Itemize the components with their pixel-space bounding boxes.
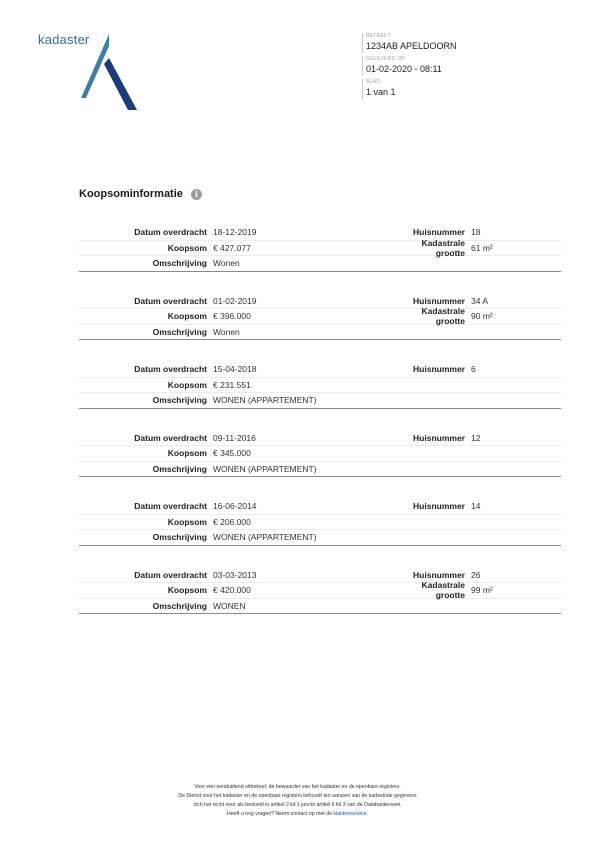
record-row [79, 225, 561, 241]
record-row [79, 515, 561, 531]
info-icon[interactable]: i [191, 189, 202, 200]
record-row [79, 462, 561, 477]
field-value: Wonen [213, 258, 240, 269]
record-row [79, 393, 561, 408]
page-footer [0, 783, 595, 819]
field-label: Omschrijving [152, 600, 207, 611]
record-row [79, 530, 561, 545]
field-label: Koopsom [167, 311, 207, 322]
document-meta [362, 33, 562, 102]
kadaster-logo-mark-icon [38, 32, 148, 114]
meta-betreft [362, 33, 562, 53]
footer-contact-text: Heeft u nog vragen? Neem contact op met de [226, 811, 334, 817]
sale-record [79, 568, 561, 615]
field-value: 99 m² [471, 585, 493, 596]
record-row [79, 306, 561, 327]
record-row [79, 325, 561, 340]
field-label: Omschrijving [152, 326, 207, 337]
sale-record [79, 225, 561, 272]
record-row [79, 237, 561, 258]
field-value: € 427.077 [213, 242, 251, 253]
field-value: € 420.000 [213, 585, 251, 596]
meta-value: 1 van 1 [366, 87, 396, 97]
record-row [79, 580, 561, 601]
meta-value: 1234AB APELDOORN [366, 41, 457, 51]
field-label: Koopsom [167, 585, 207, 596]
field-value: WONEN (APPARTEMENT) [213, 463, 317, 474]
footer-line: zich het recht voor als bedoeld in artikel 2 lid 1 juncto artikel 6 lid 3 van de Databankenwet. [193, 802, 402, 808]
field-label: Kadastrale grootte [421, 237, 465, 258]
field-value: 18-12-2019 [213, 227, 257, 238]
field-label: Kadastrale grootte [421, 580, 465, 601]
meta-label: BETREFT [366, 33, 391, 39]
field-value: 03-03-2013 [213, 569, 257, 580]
record-row [79, 294, 561, 310]
meta-label: GELEVERD OP [366, 56, 406, 62]
field-label: Huisnummer [413, 501, 465, 512]
kadaster-logo [38, 32, 148, 114]
field-label: Datum overdracht [134, 364, 207, 375]
field-label: Huisnummer [413, 569, 465, 580]
field-label: Kadastrale grootte [421, 306, 465, 327]
field-label: Omschrijving [152, 463, 207, 474]
sale-record [79, 431, 561, 478]
record-row [79, 599, 561, 614]
field-label: Huisnummer [413, 364, 465, 375]
field-label: Koopsom [167, 516, 207, 527]
field-value: € 231.551 [213, 379, 251, 390]
field-value: € 206.000 [213, 516, 251, 527]
field-value: WONEN (APPARTEMENT) [213, 395, 317, 406]
field-value: WONEN (APPARTEMENT) [213, 532, 317, 543]
logo-wordmark: kadaster [38, 32, 90, 47]
field-label: Datum overdracht [134, 501, 207, 512]
field-label: Datum overdracht [134, 569, 207, 580]
field-value: 16-06-2014 [213, 501, 257, 512]
field-value: 61 m² [471, 242, 493, 253]
sale-record [79, 362, 561, 409]
field-value: 09-11-2016 [213, 432, 256, 443]
record-row [79, 499, 561, 515]
meta-blad [362, 79, 562, 99]
footer-line: De Dienst voor het kadaster en de openbare registers behoudt ten aanzien van de kadastrale gegevens [178, 793, 417, 799]
section-title [79, 188, 202, 200]
meta-value: 01-02-2020 - 08:11 [366, 64, 442, 74]
field-value: 18 [471, 227, 481, 238]
footer-line: Voor een eenduidend uittreksel, de bewaarder van het kadaster en de openbare registers. [194, 784, 401, 790]
field-label: Datum overdracht [134, 227, 207, 238]
record-row [79, 431, 561, 447]
field-value: € 396.000 [213, 311, 251, 322]
record-row [79, 568, 561, 584]
field-label: Omschrijving [152, 532, 207, 543]
field-value: 15-04-2018 [213, 364, 257, 375]
sale-record [79, 294, 561, 341]
field-value: 26 [471, 569, 481, 580]
record-row [79, 362, 561, 378]
meta-label: BLAD [366, 79, 381, 85]
field-label: Omschrijving [152, 395, 207, 406]
record-row [79, 446, 561, 462]
field-value: 14 [471, 501, 481, 512]
field-value: 34 A [471, 295, 489, 306]
field-label: Huisnummer [413, 295, 465, 306]
klantenservice-link[interactable]: klantenservice. [333, 811, 369, 817]
field-value: 6 [471, 364, 476, 375]
section-title-text: Koopsominformatie [79, 188, 183, 200]
field-value: 12 [471, 432, 481, 443]
footer-line [0, 810, 595, 819]
field-label: Datum overdracht [134, 432, 207, 443]
field-label: Huisnummer [413, 227, 465, 238]
field-value: WONEN [213, 600, 246, 611]
field-value: Wonen [213, 326, 240, 337]
record-row [79, 378, 561, 394]
field-label: Koopsom [167, 242, 207, 253]
record-row [79, 256, 561, 271]
field-label: Datum overdracht [134, 295, 207, 306]
field-label: Omschrijving [152, 258, 207, 269]
field-value: 01-02-2019 [213, 295, 257, 306]
meta-geleverd-op [362, 56, 562, 76]
sale-record [79, 499, 561, 546]
field-label: Koopsom [167, 448, 207, 459]
sales-records [79, 225, 561, 636]
field-label: Koopsom [167, 379, 207, 390]
field-label: Huisnummer [413, 432, 465, 443]
field-value: € 345.000 [213, 448, 251, 459]
field-value: 90 m² [471, 311, 493, 322]
